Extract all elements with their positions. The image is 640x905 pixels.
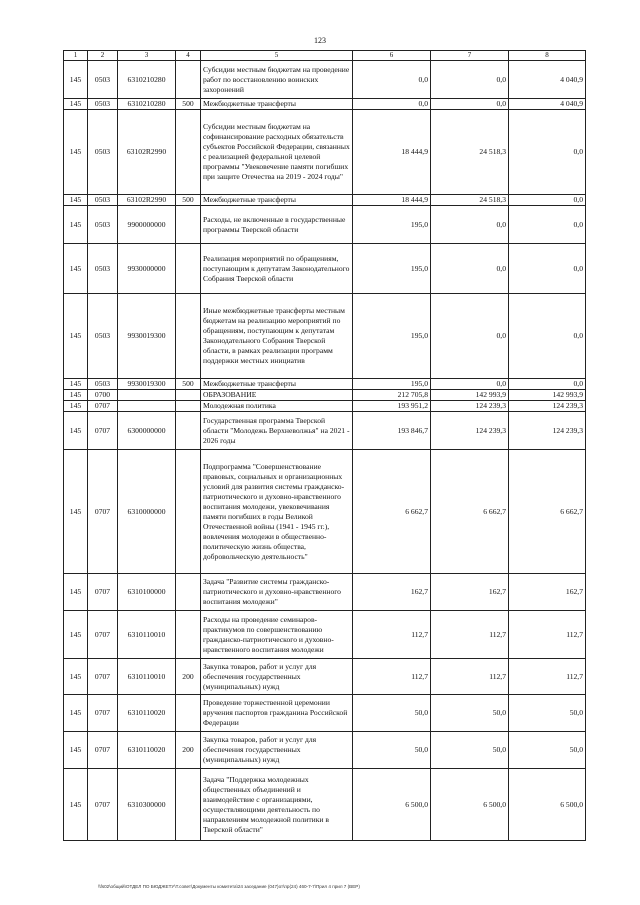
table-row (64, 294, 586, 379)
section-code-cell: 0707 (88, 450, 118, 574)
amount-col7-cell: 0,0 (431, 99, 509, 110)
amount-col8-cell: 4 040,9 (509, 99, 586, 110)
column-header: 6 (353, 51, 431, 61)
amount-col8-cell: 124 239,3 (509, 401, 586, 412)
item-name-cell: Проведение торжественной церемонии вручения паспортов гражданина Российской Федерации (201, 695, 353, 732)
section-code-cell: 0503 (88, 244, 118, 294)
admin-code-cell: 145 (64, 769, 88, 841)
admin-code-cell: 145 (64, 574, 88, 611)
admin-code-cell: 145 (64, 206, 88, 244)
amount-col6-cell: 195,0 (353, 294, 431, 379)
amount-col7-cell: 0,0 (431, 206, 509, 244)
section-code-cell: 0707 (88, 401, 118, 412)
section-code-cell: 0707 (88, 574, 118, 611)
amount-col6-cell: 6 500,0 (353, 769, 431, 841)
amount-col8-cell: 0,0 (509, 379, 586, 390)
amount-col8-cell: 0,0 (509, 206, 586, 244)
table-row (64, 244, 586, 294)
amount-col6-cell: 212 705,8 (353, 390, 431, 401)
table-row (64, 195, 586, 206)
table-row (64, 61, 586, 99)
amount-col7-cell: 124 239,3 (431, 401, 509, 412)
column-header: 7 (431, 51, 509, 61)
admin-code-cell: 145 (64, 61, 88, 99)
column-header: 4 (176, 51, 201, 61)
section-code-cell: 0503 (88, 99, 118, 110)
expense-type-cell: 500 (176, 195, 201, 206)
expense-type-cell (176, 110, 201, 195)
target-article-cell: 6310300000 (118, 769, 176, 841)
amount-col8-cell: 124 239,3 (509, 412, 586, 450)
section-code-cell: 0503 (88, 110, 118, 195)
section-code-cell: 0503 (88, 379, 118, 390)
target-article-cell: 9930000000 (118, 244, 176, 294)
section-code-cell: 0707 (88, 412, 118, 450)
amount-col6-cell: 6 662,7 (353, 450, 431, 574)
item-name-cell: Субсидии местным бюджетам на софинансирование расходных обязательств субъектов Российской Федерации, связанных с реализацией федеральной целевой программы "Увековечение памяти погибших при защите Отечества на 2019 - 2024 годы" (201, 110, 353, 195)
budget-table (63, 50, 586, 841)
column-header: 2 (88, 51, 118, 61)
amount-col7-cell: 162,7 (431, 574, 509, 611)
target-article-cell: 9930019300 (118, 379, 176, 390)
item-name-cell: ОБРАЗОВАНИЕ (201, 390, 353, 401)
admin-code-cell: 145 (64, 412, 88, 450)
expense-type-cell (176, 390, 201, 401)
admin-code-cell: 145 (64, 244, 88, 294)
amount-col7-cell: 0,0 (431, 379, 509, 390)
amount-col6-cell: 162,7 (353, 574, 431, 611)
item-name-cell: Расходы на проведение семинаров-практикумов по совершенствованию гражданско-патриотического и духовно-нравственного воспитания молодежи (201, 611, 353, 659)
item-name-cell: Субсидии местным бюджетам на проведение работ по восстановлению воинских захоронений (201, 61, 353, 99)
target-article-cell: 6310110020 (118, 695, 176, 732)
amount-col6-cell: 0,0 (353, 61, 431, 99)
table-row (64, 450, 586, 574)
amount-col8-cell: 0,0 (509, 110, 586, 195)
table-row (64, 390, 586, 401)
amount-col7-cell: 0,0 (431, 244, 509, 294)
table-header-row (64, 51, 586, 61)
section-code-cell: 0707 (88, 659, 118, 695)
expense-type-cell (176, 206, 201, 244)
item-name-cell: Межбюджетные трансферты (201, 379, 353, 390)
table-row (64, 611, 586, 659)
target-article-cell (118, 390, 176, 401)
target-article-cell: 6310210280 (118, 61, 176, 99)
table-row (64, 659, 586, 695)
target-article-cell (118, 401, 176, 412)
target-article-cell: 9930019300 (118, 294, 176, 379)
expense-type-cell (176, 244, 201, 294)
amount-col6-cell: 50,0 (353, 695, 431, 732)
amount-col8-cell: 112,7 (509, 659, 586, 695)
amount-col6-cell: 18 444,9 (353, 195, 431, 206)
amount-col7-cell: 24 518,3 (431, 195, 509, 206)
expense-type-cell (176, 401, 201, 412)
target-article-cell: 63102R2990 (118, 195, 176, 206)
table-row (64, 574, 586, 611)
amount-col7-cell: 142 993,9 (431, 390, 509, 401)
amount-col7-cell: 50,0 (431, 695, 509, 732)
amount-col8-cell: 0,0 (509, 294, 586, 379)
item-name-cell: Закупка товаров, работ и услуг для обеспечения государственных (муниципальных) нужд (201, 732, 353, 769)
item-name-cell: Межбюджетные трансферты (201, 195, 353, 206)
table-row (64, 401, 586, 412)
expense-type-cell (176, 294, 201, 379)
table-row (64, 412, 586, 450)
expense-type-cell: 200 (176, 659, 201, 695)
item-name-cell: Межбюджетные трансферты (201, 99, 353, 110)
section-code-cell: 0503 (88, 294, 118, 379)
expense-type-cell (176, 695, 201, 732)
table-row (64, 695, 586, 732)
section-code-cell: 0700 (88, 390, 118, 401)
admin-code-cell: 145 (64, 110, 88, 195)
admin-code-cell: 145 (64, 732, 88, 769)
item-name-cell: Молодежная политика (201, 401, 353, 412)
expense-type-cell (176, 769, 201, 841)
section-code-cell: 0707 (88, 611, 118, 659)
target-article-cell: 6310110010 (118, 659, 176, 695)
item-name-cell: Расходы, не включенные в государственные программы Тверской области (201, 206, 353, 244)
target-article-cell: 63102R2990 (118, 110, 176, 195)
amount-col6-cell: 195,0 (353, 244, 431, 294)
expense-type-cell (176, 574, 201, 611)
column-header: 5 (201, 51, 353, 61)
column-header: 3 (118, 51, 176, 61)
item-name-cell: Задача "Поддержка молодежных общественных объединений и взаимодействие с организациями, осуществляющими деятельность по направлениям молодежной политики в Тверской области" (201, 769, 353, 841)
amount-col8-cell: 0,0 (509, 195, 586, 206)
admin-code-cell: 145 (64, 611, 88, 659)
section-code-cell: 0503 (88, 195, 118, 206)
amount-col8-cell: 112,7 (509, 611, 586, 659)
amount-col6-cell: 112,7 (353, 659, 431, 695)
amount-col8-cell: 0,0 (509, 244, 586, 294)
amount-col8-cell: 4 040,9 (509, 61, 586, 99)
expense-type-cell: 500 (176, 99, 201, 110)
amount-col8-cell: 142 993,9 (509, 390, 586, 401)
admin-code-cell: 145 (64, 294, 88, 379)
page-number: 123 (314, 36, 326, 45)
target-article-cell: 6310000000 (118, 450, 176, 574)
column-header: 1 (64, 51, 88, 61)
table-row (64, 769, 586, 841)
table-row (64, 732, 586, 769)
table-row (64, 110, 586, 195)
expense-type-cell (176, 412, 201, 450)
amount-col7-cell: 6 662,7 (431, 450, 509, 574)
expense-type-cell (176, 611, 201, 659)
expense-type-cell: 200 (176, 732, 201, 769)
amount-col7-cell: 0,0 (431, 61, 509, 99)
target-article-cell: 6310100000 (118, 574, 176, 611)
amount-col8-cell: 162,7 (509, 574, 586, 611)
amount-col7-cell: 124 239,3 (431, 412, 509, 450)
target-article-cell: 6310110020 (118, 732, 176, 769)
item-name-cell: Реализация мероприятий по обращениям, поступающим к депутатам Законодательного Собрания Тверской области (201, 244, 353, 294)
admin-code-cell: 145 (64, 695, 88, 732)
admin-code-cell: 145 (64, 195, 88, 206)
target-article-cell: 6300000000 (118, 412, 176, 450)
item-name-cell: Иные межбюджетные трансферты местным бюджетам на реализацию мероприятий по обращениям, поступающим к депутатам Законодательного Собрания Тверской области, в рамках реализации программ поддержки местных инициатив (201, 294, 353, 379)
target-article-cell: 6310210280 (118, 99, 176, 110)
section-code-cell: 0503 (88, 61, 118, 99)
item-name-cell: Задача "Развитие системы гражданско-патриотического и духовно-нравственного воспитания молодежи" (201, 574, 353, 611)
expense-type-cell: 500 (176, 379, 201, 390)
amount-col6-cell: 50,0 (353, 732, 431, 769)
table-row (64, 379, 586, 390)
section-code-cell: 0707 (88, 732, 118, 769)
amount-col6-cell: 195,0 (353, 379, 431, 390)
amount-col6-cell: 112,7 (353, 611, 431, 659)
amount-col7-cell: 6 500,0 (431, 769, 509, 841)
amount-col6-cell: 195,0 (353, 206, 431, 244)
amount-col7-cell: 24 518,3 (431, 110, 509, 195)
item-name-cell: Закупка товаров, работ и услуг для обеспечения государственных (муниципальных) нужд (201, 659, 353, 695)
column-header: 8 (509, 51, 586, 61)
table-row (64, 206, 586, 244)
target-article-cell: 6310110010 (118, 611, 176, 659)
amount-col7-cell: 0,0 (431, 294, 509, 379)
admin-code-cell: 145 (64, 99, 88, 110)
item-name-cell: Государственная программа Тверской области "Молодежь Верхневолжья" на 2021 - 2026 годы (201, 412, 353, 450)
amount-col8-cell: 6 662,7 (509, 450, 586, 574)
amount-col7-cell: 112,7 (431, 611, 509, 659)
expense-type-cell (176, 450, 201, 574)
expense-type-cell (176, 61, 201, 99)
amount-col7-cell: 50,0 (431, 732, 509, 769)
admin-code-cell: 145 (64, 450, 88, 574)
amount-col8-cell: 50,0 (509, 695, 586, 732)
item-name-cell: Подпрограмма "Совершенствование правовых, социальных и организационных условий для развития системы гражданско-патриотического и духовно-нравственного воспитания молодежи, увековечивания памяти погибших в годы Великой Отечественной войны (1941 - 1945 гг.), вовлечения молодежи в общественно-политическую жизнь общества, добровольческую деятельность" (201, 450, 353, 574)
amount-col6-cell: 193 951,2 (353, 401, 431, 412)
target-article-cell: 9900000000 (118, 206, 176, 244)
admin-code-cell: 145 (64, 379, 88, 390)
amount-col7-cell: 112,7 (431, 659, 509, 695)
admin-code-cell: 145 (64, 401, 88, 412)
amount-col6-cell: 0,0 (353, 99, 431, 110)
admin-code-cell: 145 (64, 390, 88, 401)
section-code-cell: 0707 (88, 769, 118, 841)
section-code-cell: 0707 (88, 695, 118, 732)
section-code-cell: 0503 (88, 206, 118, 244)
amount-col6-cell: 193 846,7 (353, 412, 431, 450)
amount-col6-cell: 18 444,9 (353, 110, 431, 195)
table-row (64, 99, 586, 110)
footer-file-path: \\fs02\общий\ОТДЕЛ ПО БЮДЖЕТУ\Т.совет\Документы комитета\24 заседание (047)от\пр(24) 460-7-7\Прил 4 прил 7 (ВЕР) (98, 884, 360, 889)
amount-col8-cell: 6 500,0 (509, 769, 586, 841)
amount-col8-cell: 50,0 (509, 732, 586, 769)
admin-code-cell: 145 (64, 659, 88, 695)
